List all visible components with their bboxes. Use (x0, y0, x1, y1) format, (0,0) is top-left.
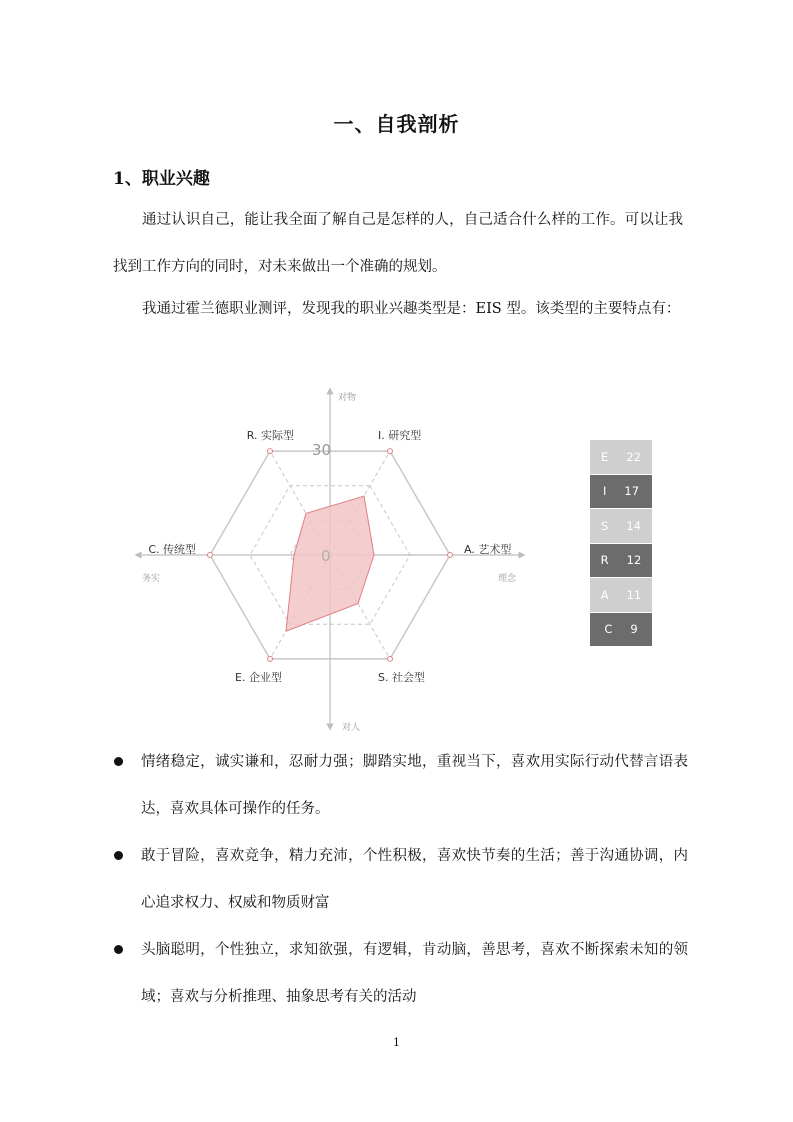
page-number: 1 (393, 1036, 400, 1049)
score-row (590, 544, 652, 579)
bullet-icon (114, 945, 123, 954)
radar-vertex-marker (448, 553, 453, 558)
trait-item (113, 833, 688, 927)
radar-axis-label: R. 实际型 (246, 429, 294, 443)
score-value: 14 (626, 518, 641, 533)
bullet-icon (114, 757, 123, 766)
holland-paragraph: 我通过霍兰德职业测评，发现我的职业兴趣类型是：EIS 型。该类型的主要特点有： (142, 301, 681, 317)
score-row (590, 613, 652, 648)
trait-text: 头脑聪明，个性独立，求知欲强，有逻辑，肯动脑，善思考，喜欢不断探索未知的领域；喜欢与分析推理、抽象思考有关的活动 (141, 942, 688, 1005)
section-heading: 1、职业兴趣 (113, 169, 210, 189)
center-label: 0 (321, 547, 331, 565)
radar-vertex-marker (388, 656, 393, 661)
score-value: 11 (626, 587, 642, 602)
dimension-label-top: 对物 (338, 393, 357, 403)
score-value: 9 (630, 622, 638, 637)
trait-item (113, 739, 688, 833)
score-code: E (601, 449, 609, 464)
trait-text: 敢于冒险，喜欢竞争，精力充沛，个性积极，喜欢快节奏的生活；善于沟通协调，内心追求权力、权威和物质财富 (141, 848, 688, 911)
score-value: 17 (624, 484, 640, 499)
radar-chart (130, 385, 530, 735)
radar-vertex-marker (208, 553, 213, 558)
score-row (590, 440, 652, 475)
score-table (590, 440, 652, 647)
trait-list (113, 739, 688, 1021)
trait-item (113, 927, 688, 1021)
intro-paragraph: 通过认识自己，能让我全面了解自己是怎样的人，自己适合什么样的工作。可以让我找到工作方向的同时，对未来做出一个准确的规划。 (113, 212, 683, 275)
radar-chart-svg (130, 385, 530, 735)
score-code: R (600, 553, 609, 568)
dimension-label-right: 理念 (498, 574, 517, 584)
radar-axis-label: C. 传统型 (148, 543, 196, 556)
radar-vertex-marker (388, 449, 393, 454)
radar-vertex-marker (268, 656, 273, 661)
dimension-label-bottom: 对人 (342, 723, 361, 733)
dimension-label-left: 务实 (142, 574, 161, 584)
score-code: A (600, 587, 609, 602)
score-value: 12 (626, 553, 642, 568)
radar-axis-label: S. 社会型 (378, 670, 425, 684)
score-row (590, 475, 652, 510)
score-row (590, 509, 652, 544)
trait-text: 情绪稳定，诚实谦和，忍耐力强；脚踏实地，重视当下，喜欢用实际行动代替言语表达，喜欢具体可操作的任务。 (141, 754, 688, 817)
radar-axis-label: E. 企业型 (235, 670, 282, 684)
radar-axis-label: I. 研究型 (378, 429, 422, 443)
page-title: 一、自我剖析 (333, 112, 460, 136)
score-row (590, 578, 652, 613)
radar-vertex-marker (268, 449, 273, 454)
bullet-icon (114, 851, 123, 860)
score-code: I (602, 484, 607, 499)
score-code: S (601, 518, 609, 533)
score-value: 22 (626, 449, 641, 464)
radar-axis-label: A. 艺术型 (464, 543, 512, 556)
score-code: C (604, 622, 613, 637)
scale-max-label: 30 (312, 441, 332, 459)
